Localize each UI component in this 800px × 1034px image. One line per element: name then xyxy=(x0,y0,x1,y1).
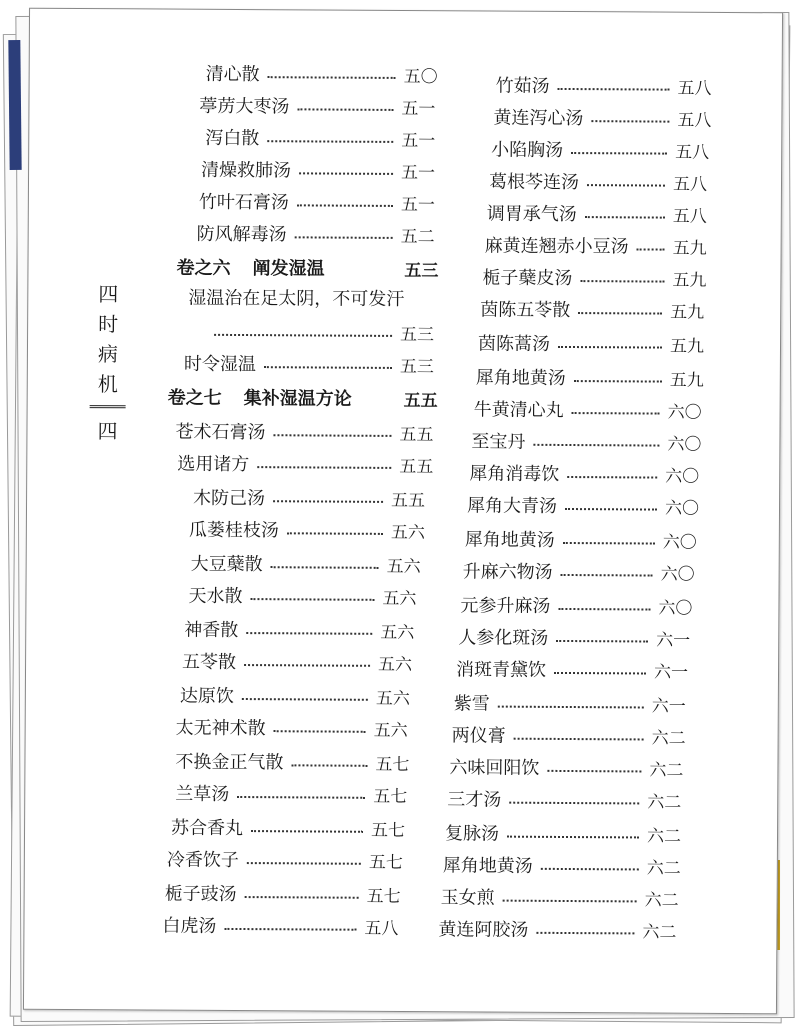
entry-page-number: 五七 xyxy=(375,754,410,775)
toc-entry[interactable] xyxy=(177,448,433,480)
toc-entry[interactable] xyxy=(447,783,681,814)
entry-title: 黄连阿胶汤 xyxy=(438,919,529,941)
dot-leader xyxy=(214,334,392,337)
dot-leader xyxy=(297,204,393,207)
entry-page-number: 五七 xyxy=(373,786,408,807)
entry-title: 黄连泻心汤 xyxy=(493,107,584,130)
toc-entry[interactable] xyxy=(476,361,704,392)
entry-page-number: 五九 xyxy=(672,238,707,259)
dot-leader xyxy=(244,664,370,667)
toc-entry[interactable] xyxy=(184,348,434,380)
entry-page-number: 五八 xyxy=(675,142,710,163)
entry-page-number: 五八 xyxy=(672,206,707,227)
dot-leader xyxy=(245,896,359,899)
toc-entry[interactable] xyxy=(449,751,683,782)
dot-leader xyxy=(498,706,644,709)
entry-title: 复脉汤 xyxy=(444,823,500,845)
toc-entry[interactable] xyxy=(465,523,697,554)
dot-leader xyxy=(572,412,660,415)
entry-page-number: 五一 xyxy=(400,194,435,215)
dot-leader xyxy=(514,738,644,741)
dot-leader xyxy=(273,434,391,437)
entry-title: 神香散 xyxy=(184,619,239,641)
dot-leader xyxy=(295,236,393,239)
entry-page-number: 五一 xyxy=(401,162,436,183)
toc-entry[interactable] xyxy=(443,849,681,880)
dot-leader xyxy=(558,88,670,91)
entry-title: 犀角地黄汤 xyxy=(464,529,555,551)
entry-title: 选用诸方 xyxy=(177,453,250,476)
toc-entry[interactable] xyxy=(180,680,410,711)
entry-page-number: 五三 xyxy=(400,324,435,345)
entry-title: 茵陈蒿汤 xyxy=(477,333,551,355)
dot-leader xyxy=(547,770,641,773)
entry-title: 竹茹汤 xyxy=(495,75,550,97)
toc-entry[interactable] xyxy=(201,154,435,185)
running-title-char: 时 xyxy=(98,312,119,337)
entry-page-number: 六二 xyxy=(646,825,682,847)
entry-page-number: 五五 xyxy=(399,424,434,445)
toc-entry[interactable] xyxy=(165,878,401,909)
toc-entry[interactable] xyxy=(438,913,676,944)
entry-page-number: 六一 xyxy=(651,696,686,717)
entry-title: 紫雪 xyxy=(453,693,490,715)
toc-entry[interactable] xyxy=(460,589,692,620)
entry-title: 六味回阳饮 xyxy=(449,757,540,779)
dot-leader xyxy=(561,574,653,577)
entry-page-number: 五一 xyxy=(401,98,436,119)
entry-page-number: 五一 xyxy=(401,130,436,151)
entry-page-number: 六二 xyxy=(647,791,682,813)
toc-entry[interactable] xyxy=(471,425,701,456)
toc-entry[interactable] xyxy=(193,482,425,513)
entry-title: 兰草汤 xyxy=(175,783,230,805)
entry-title: 竹叶石膏汤 xyxy=(198,191,289,214)
running-title xyxy=(87,279,128,446)
toc-entry[interactable] xyxy=(205,122,435,153)
entry-page-number: 五九 xyxy=(669,370,704,391)
entry-page-number: 六一 xyxy=(656,630,691,651)
toc-entry[interactable] xyxy=(188,580,416,611)
chapter-title: 集补湿温方论 xyxy=(243,388,352,410)
dot-leader xyxy=(580,280,664,283)
toc-entry[interactable] xyxy=(480,293,704,324)
dot-leader xyxy=(567,476,657,479)
toc-entry[interactable] xyxy=(493,102,711,133)
dot-leader xyxy=(558,608,650,611)
entry-page-number: 五〇 xyxy=(403,66,438,87)
toc-entry[interactable] xyxy=(184,614,414,645)
entry-title: 苏合香丸 xyxy=(170,817,244,840)
entry-page-number: 五六 xyxy=(373,720,408,741)
dot-leader xyxy=(297,108,393,111)
entry-page-number: 六〇 xyxy=(658,598,693,619)
entry-page-number: 五五 xyxy=(399,456,434,477)
dot-leader xyxy=(556,640,648,643)
entry-title: 三才汤 xyxy=(447,789,502,811)
toc-entry[interactable] xyxy=(452,719,686,750)
dot-leader xyxy=(267,140,393,143)
entry-page-number: 六二 xyxy=(651,728,686,749)
dot-leader xyxy=(273,500,383,503)
entry-title: 苍术石膏汤 xyxy=(175,421,266,444)
dot-leader xyxy=(585,216,665,218)
entry-title: 玉女煎 xyxy=(440,887,495,909)
toc-entry[interactable] xyxy=(485,229,707,260)
toc-entry[interactable] xyxy=(478,327,704,358)
entry-title: 太无神术散 xyxy=(175,717,266,740)
entry-page-number: 五六 xyxy=(390,522,425,543)
dot-leader xyxy=(533,444,659,447)
dot-leader xyxy=(578,312,662,315)
toc-entry[interactable] xyxy=(199,186,435,217)
entry-title: 冷香饮子 xyxy=(166,849,239,872)
entry-title: 栀子蘖皮汤 xyxy=(482,267,573,290)
dot-leader xyxy=(563,542,655,545)
dot-leader xyxy=(274,730,366,733)
entry-title: 牛黄清心丸 xyxy=(473,399,564,421)
entry-title: 麻黄连翘赤小豆汤 xyxy=(484,235,629,258)
toc-entry[interactable] xyxy=(456,653,688,684)
entry-page-number: 六〇 xyxy=(665,466,700,487)
toc-entry[interactable] xyxy=(467,489,699,520)
toc-entry[interactable] xyxy=(175,778,407,809)
dot-leader xyxy=(536,932,634,935)
running-title-char: 四 xyxy=(98,282,119,307)
dot-leader xyxy=(224,928,356,931)
dot-leader xyxy=(250,598,374,601)
toc-entry[interactable] xyxy=(441,881,679,912)
entry-page-number: 五八 xyxy=(677,78,712,99)
entry-page-number: 五八 xyxy=(364,918,399,939)
toc-entry[interactable] xyxy=(182,646,412,677)
toc-entry[interactable] xyxy=(206,316,434,347)
entry-title: 两仪膏 xyxy=(451,725,506,747)
entry-page-number: 六二 xyxy=(646,857,681,879)
entry-title: 栀子豉汤 xyxy=(164,883,237,905)
entry-page-number: 五八 xyxy=(677,110,712,131)
entry-page-number: 五九 xyxy=(669,336,705,357)
entry-page-number: 五六 xyxy=(380,622,415,643)
toc-entry[interactable] xyxy=(206,58,438,89)
entry-page-number: 六〇 xyxy=(664,498,700,519)
toc-chapter-heading[interactable] xyxy=(168,382,438,414)
entry-title: 白虎汤 xyxy=(162,915,217,937)
dot-leader xyxy=(541,868,639,871)
dot-leader xyxy=(246,632,372,635)
entry-page-number: 五六 xyxy=(382,588,417,609)
toc-entry[interactable] xyxy=(463,555,695,586)
toc-entry[interactable] xyxy=(199,90,435,121)
dot-leader xyxy=(509,802,639,805)
entry-page-number: 六〇 xyxy=(667,434,702,455)
entry-title: 葶苈大枣汤 xyxy=(199,95,290,118)
entry-page-number: 五六 xyxy=(375,688,410,709)
entry-page-number: 五三 xyxy=(404,260,439,281)
chapter-title: 阐发湿温 xyxy=(252,258,325,280)
toc-entry[interactable] xyxy=(496,70,712,101)
entry-title: 防风解毒汤 xyxy=(196,223,287,246)
entry-page-number: 六〇 xyxy=(662,532,697,553)
dot-leader xyxy=(503,900,637,903)
entry-title: 至宝丹 xyxy=(471,431,526,453)
entry-title: 犀角地黄汤 xyxy=(475,367,566,389)
dot-leader xyxy=(299,172,393,175)
entry-title: 犀角大青汤 xyxy=(466,495,558,517)
entry-title: 葛根芩连汤 xyxy=(488,171,580,194)
entry-page-number: 六一 xyxy=(653,662,689,683)
page-number: 四 xyxy=(97,419,118,444)
dot-leader xyxy=(287,532,383,535)
toc-entry[interactable] xyxy=(458,621,690,652)
dot-leader xyxy=(507,836,639,839)
entry-page-number: 五三 xyxy=(399,356,434,377)
entry-page-number: 六〇 xyxy=(667,402,702,423)
dot-leader xyxy=(251,830,363,833)
toc-entry[interactable] xyxy=(487,198,707,229)
dot-leader xyxy=(558,346,662,349)
chapter-label: 卷之六 xyxy=(176,257,231,279)
toc-entry[interactable] xyxy=(175,416,433,448)
toc-entry[interactable] xyxy=(167,844,403,875)
dot-leader xyxy=(257,466,391,469)
entry-title: 人参化斑汤 xyxy=(458,627,549,649)
entry-title: 消斑青黛饮 xyxy=(455,659,547,681)
entry-title: 小陷胸汤 xyxy=(491,139,564,161)
toc-entry[interactable] xyxy=(482,261,706,292)
dot-leader xyxy=(268,76,396,79)
entry-page-number: 五五 xyxy=(403,390,438,411)
toc-entry[interactable] xyxy=(489,166,707,197)
entry-page-number: 六二 xyxy=(642,921,677,943)
entry-page-number: 五七 xyxy=(366,886,401,907)
entry-page-number: 五八 xyxy=(672,174,708,195)
entry-page-number: 五九 xyxy=(670,302,705,323)
entry-title: 清心散 xyxy=(205,63,260,86)
entry-page-number: 五二 xyxy=(400,226,435,247)
entry-title: 时令湿温 xyxy=(183,353,256,376)
book-cover-edge xyxy=(8,40,21,170)
entry-page-number: 五六 xyxy=(378,654,413,675)
toc-entry[interactable] xyxy=(191,548,421,579)
toc-entry[interactable] xyxy=(445,817,681,848)
dot-leader xyxy=(574,380,662,383)
dot-leader xyxy=(271,566,379,569)
toc-entry[interactable] xyxy=(162,910,398,941)
toc-entry[interactable] xyxy=(188,282,434,314)
entry-title: 大豆蘖散 xyxy=(190,553,263,576)
entry-title: 元参升麻汤 xyxy=(460,595,551,617)
dot-leader xyxy=(291,764,367,766)
entry-page-number: 五七 xyxy=(370,820,406,841)
entry-title: 木防己汤 xyxy=(193,487,266,510)
toc-entry[interactable] xyxy=(176,712,408,743)
toc-entry[interactable] xyxy=(474,393,702,424)
dot-leader xyxy=(264,366,392,369)
entry-title: 清燥救肺汤 xyxy=(201,159,292,182)
margin-divider xyxy=(90,405,126,408)
dot-leader xyxy=(565,508,657,511)
entry-title: 湿温治在足太阴，不可发汗 xyxy=(188,287,405,311)
dot-leader xyxy=(587,184,665,186)
entry-title: 茵陈五苓散 xyxy=(480,299,571,322)
entry-title: 调胃承气汤 xyxy=(486,203,577,226)
dot-leader xyxy=(591,120,669,122)
entry-title: 犀角消毒饮 xyxy=(469,463,560,485)
entry-page-number: 五六 xyxy=(386,556,421,577)
entry-page-number: 六二 xyxy=(644,889,679,911)
entry-title: 瓜蒌桂枝汤 xyxy=(188,519,279,542)
entry-page-number: 五七 xyxy=(368,852,403,873)
dot-leader xyxy=(554,672,646,675)
entry-title: 升麻六物汤 xyxy=(462,561,553,583)
entry-page-number: 五九 xyxy=(672,270,707,291)
toc-page xyxy=(23,8,783,1015)
entry-title: 不换金正气散 xyxy=(175,751,284,774)
dot-leader xyxy=(237,796,365,799)
entry-page-number: 六〇 xyxy=(660,564,695,585)
chapter-label: 卷之七 xyxy=(167,387,222,409)
running-title-char: 病 xyxy=(97,342,119,367)
entry-title: 泻白散 xyxy=(205,127,260,150)
dot-leader xyxy=(242,698,368,701)
toc-entry[interactable] xyxy=(171,812,405,843)
entry-title: 犀角地黄汤 xyxy=(442,855,533,877)
entry-title: 达原饮 xyxy=(179,685,234,707)
toc-entry[interactable] xyxy=(175,746,409,777)
entry-title: 五苓散 xyxy=(182,651,237,673)
running-title-char: 机 xyxy=(97,372,118,397)
toc-entry[interactable] xyxy=(491,134,709,165)
toc-entry[interactable] xyxy=(469,457,699,488)
toc-entry[interactable] xyxy=(454,687,686,718)
dot-leader xyxy=(247,862,361,865)
dot-leader xyxy=(637,248,665,250)
entry-page-number: 五五 xyxy=(391,490,426,511)
toc-entry[interactable] xyxy=(189,514,425,545)
entry-title: 天水散 xyxy=(188,585,243,608)
dot-leader xyxy=(571,152,667,155)
toc-chapter-heading[interactable] xyxy=(176,252,438,284)
toc-entry[interactable] xyxy=(197,218,435,249)
entry-page-number: 六二 xyxy=(649,760,684,781)
